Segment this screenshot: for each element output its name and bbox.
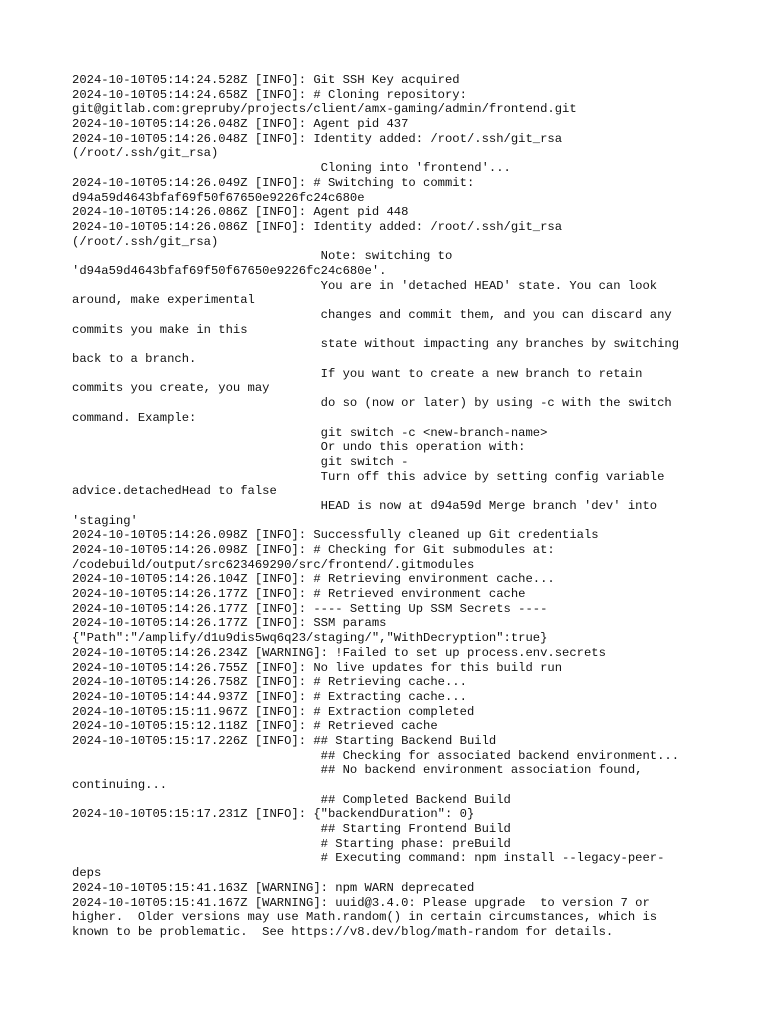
- log-line: 2024-10-10T05:14:26.234Z [WARNING]: !Failed to set up process.env.secrets: [72, 645, 606, 660]
- log-line: 2024-10-10T05:15:17.226Z [INFO]: ## Starting Backend Build: [72, 733, 497, 748]
- log-line: 2024-10-10T05:14:26.177Z [INFO]: # Retrieved environment cache: [72, 587, 526, 602]
- log-line: back to a branch.: [72, 352, 197, 367]
- build-log: [72, 73, 712, 940]
- log-line: advice.detachedHead to false: [72, 484, 277, 499]
- log-line: 2024-10-10T05:14:26.758Z [INFO]: # Retrieving cache...: [72, 675, 467, 690]
- log-line: ## Starting Frontend Build: [72, 822, 511, 837]
- log-line: higher. Older versions may use Math.random() in certain circumstances, which is: [72, 910, 658, 925]
- log-line: 2024-10-10T05:15:17.231Z [INFO]: {"backendDuration": 0}: [72, 807, 475, 822]
- log-line: known to be problematic. See https://v8.dev/blog/math-random for details.: [72, 924, 614, 939]
- log-line: {"Path":"/amplify/d1u9dis5wq6q23/staging/","WithDecryption":true}: [72, 631, 548, 646]
- log-line: 2024-10-10T05:15:41.167Z [WARNING]: uuid@3.4.0: Please upgrade to version 7 or: [72, 895, 650, 910]
- log-line: ## Completed Backend Build: [72, 792, 511, 807]
- log-line: around, make experimental: [72, 293, 255, 308]
- log-line: Note: switching to: [72, 249, 453, 264]
- log-line: git switch -c <new-branch-name>: [72, 425, 548, 440]
- log-line: 2024-10-10T05:15:41.163Z [WARNING]: npm WARN deprecated: [72, 880, 475, 895]
- log-line: 2024-10-10T05:14:44.937Z [INFO]: # Extracting cache...: [72, 689, 467, 704]
- log-line: /codebuild/output/src623469290/src/frontend/.gitmodules: [72, 557, 475, 572]
- log-line: 2024-10-10T05:14:26.086Z [INFO]: Agent pid 448: [72, 205, 409, 220]
- log-line: If you want to create a new branch to retain: [72, 366, 643, 381]
- log-line: (/root/.ssh/git_rsa): [72, 146, 219, 161]
- log-line: commits you make in this: [72, 322, 248, 337]
- log-line: 2024-10-10T05:14:26.086Z [INFO]: Identity added: /root/.ssh/git_rsa: [72, 219, 563, 234]
- log-line: commits you create, you may: [72, 381, 270, 396]
- log-line: 2024-10-10T05:14:26.104Z [INFO]: # Retrieving environment cache...: [72, 572, 555, 587]
- log-line: state without impacting any branches by switching: [72, 337, 680, 352]
- log-line: command. Example:: [72, 410, 197, 425]
- log-line: Turn off this advice by setting config variable: [72, 469, 665, 484]
- log-line: # Starting phase: preBuild: [72, 836, 511, 851]
- log-line: git switch -: [72, 454, 409, 469]
- log-line: 'd94a59d4643bfaf69f50f67650e9226fc24c680e'.: [72, 263, 387, 278]
- log-line: 2024-10-10T05:14:26.098Z [INFO]: Successfully cleaned up Git credentials: [72, 528, 599, 543]
- log-line: do so (now or later) by using -c with the switch: [72, 396, 672, 411]
- log-line: changes and commit them, and you can discard any: [72, 308, 672, 322]
- log-line: 2024-10-10T05:14:26.177Z [INFO]: SSM params: [72, 616, 387, 631]
- log-line: Or undo this operation with:: [72, 440, 526, 455]
- log-line: 2024-10-10T05:14:26.098Z [INFO]: # Checking for Git submodules at:: [72, 543, 555, 557]
- log-line: continuing...: [72, 778, 168, 792]
- log-line: 2024-10-10T05:14:26.049Z [INFO]: # Switching to commit:: [72, 175, 475, 190]
- log-line: 2024-10-10T05:14:26.048Z [INFO]: Agent pid 437: [72, 117, 409, 132]
- log-line: (/root/.ssh/git_rsa): [72, 234, 219, 249]
- log-line: HEAD is now at d94a59d Merge branch 'dev' into: [72, 498, 658, 513]
- log-line: You are in 'detached HEAD' state. You can look: [72, 278, 658, 293]
- log-line: 'staging': [72, 513, 138, 528]
- log-line: 2024-10-10T05:14:26.048Z [INFO]: Identity added: /root/.ssh/git_rsa: [72, 131, 563, 146]
- log-line: ## Checking for associated backend environment...: [72, 748, 680, 763]
- log-line: 2024-10-10T05:15:11.967Z [INFO]: # Extraction completed: [72, 704, 475, 719]
- log-line: ## No backend environment association found,: [72, 763, 643, 778]
- log-line: # Executing command: npm install --legacy-peer-: [72, 851, 665, 866]
- log-line: Cloning into 'frontend'...: [72, 161, 511, 176]
- log-line: d94a59d4643bfaf69f50f67650e9226fc24c680e: [72, 190, 365, 205]
- log-line: git@gitlab.com:grepruby/projects/client/amx-gaming/admin/frontend.git: [72, 102, 577, 117]
- log-line: deps: [72, 866, 102, 881]
- log-line: 2024-10-10T05:14:24.658Z [INFO]: # Cloning repository:: [72, 87, 467, 102]
- log-line: 2024-10-10T05:14:26.755Z [INFO]: No live updates for this build run: [72, 660, 563, 675]
- log-line: 2024-10-10T05:14:26.177Z [INFO]: ---- Setting Up SSM Secrets ----: [72, 601, 548, 616]
- log-line: 2024-10-10T05:15:12.118Z [INFO]: # Retrieved cache: [72, 719, 438, 734]
- log-line: 2024-10-10T05:14:24.528Z [INFO]: Git SSH Key acquired: [72, 73, 460, 87]
